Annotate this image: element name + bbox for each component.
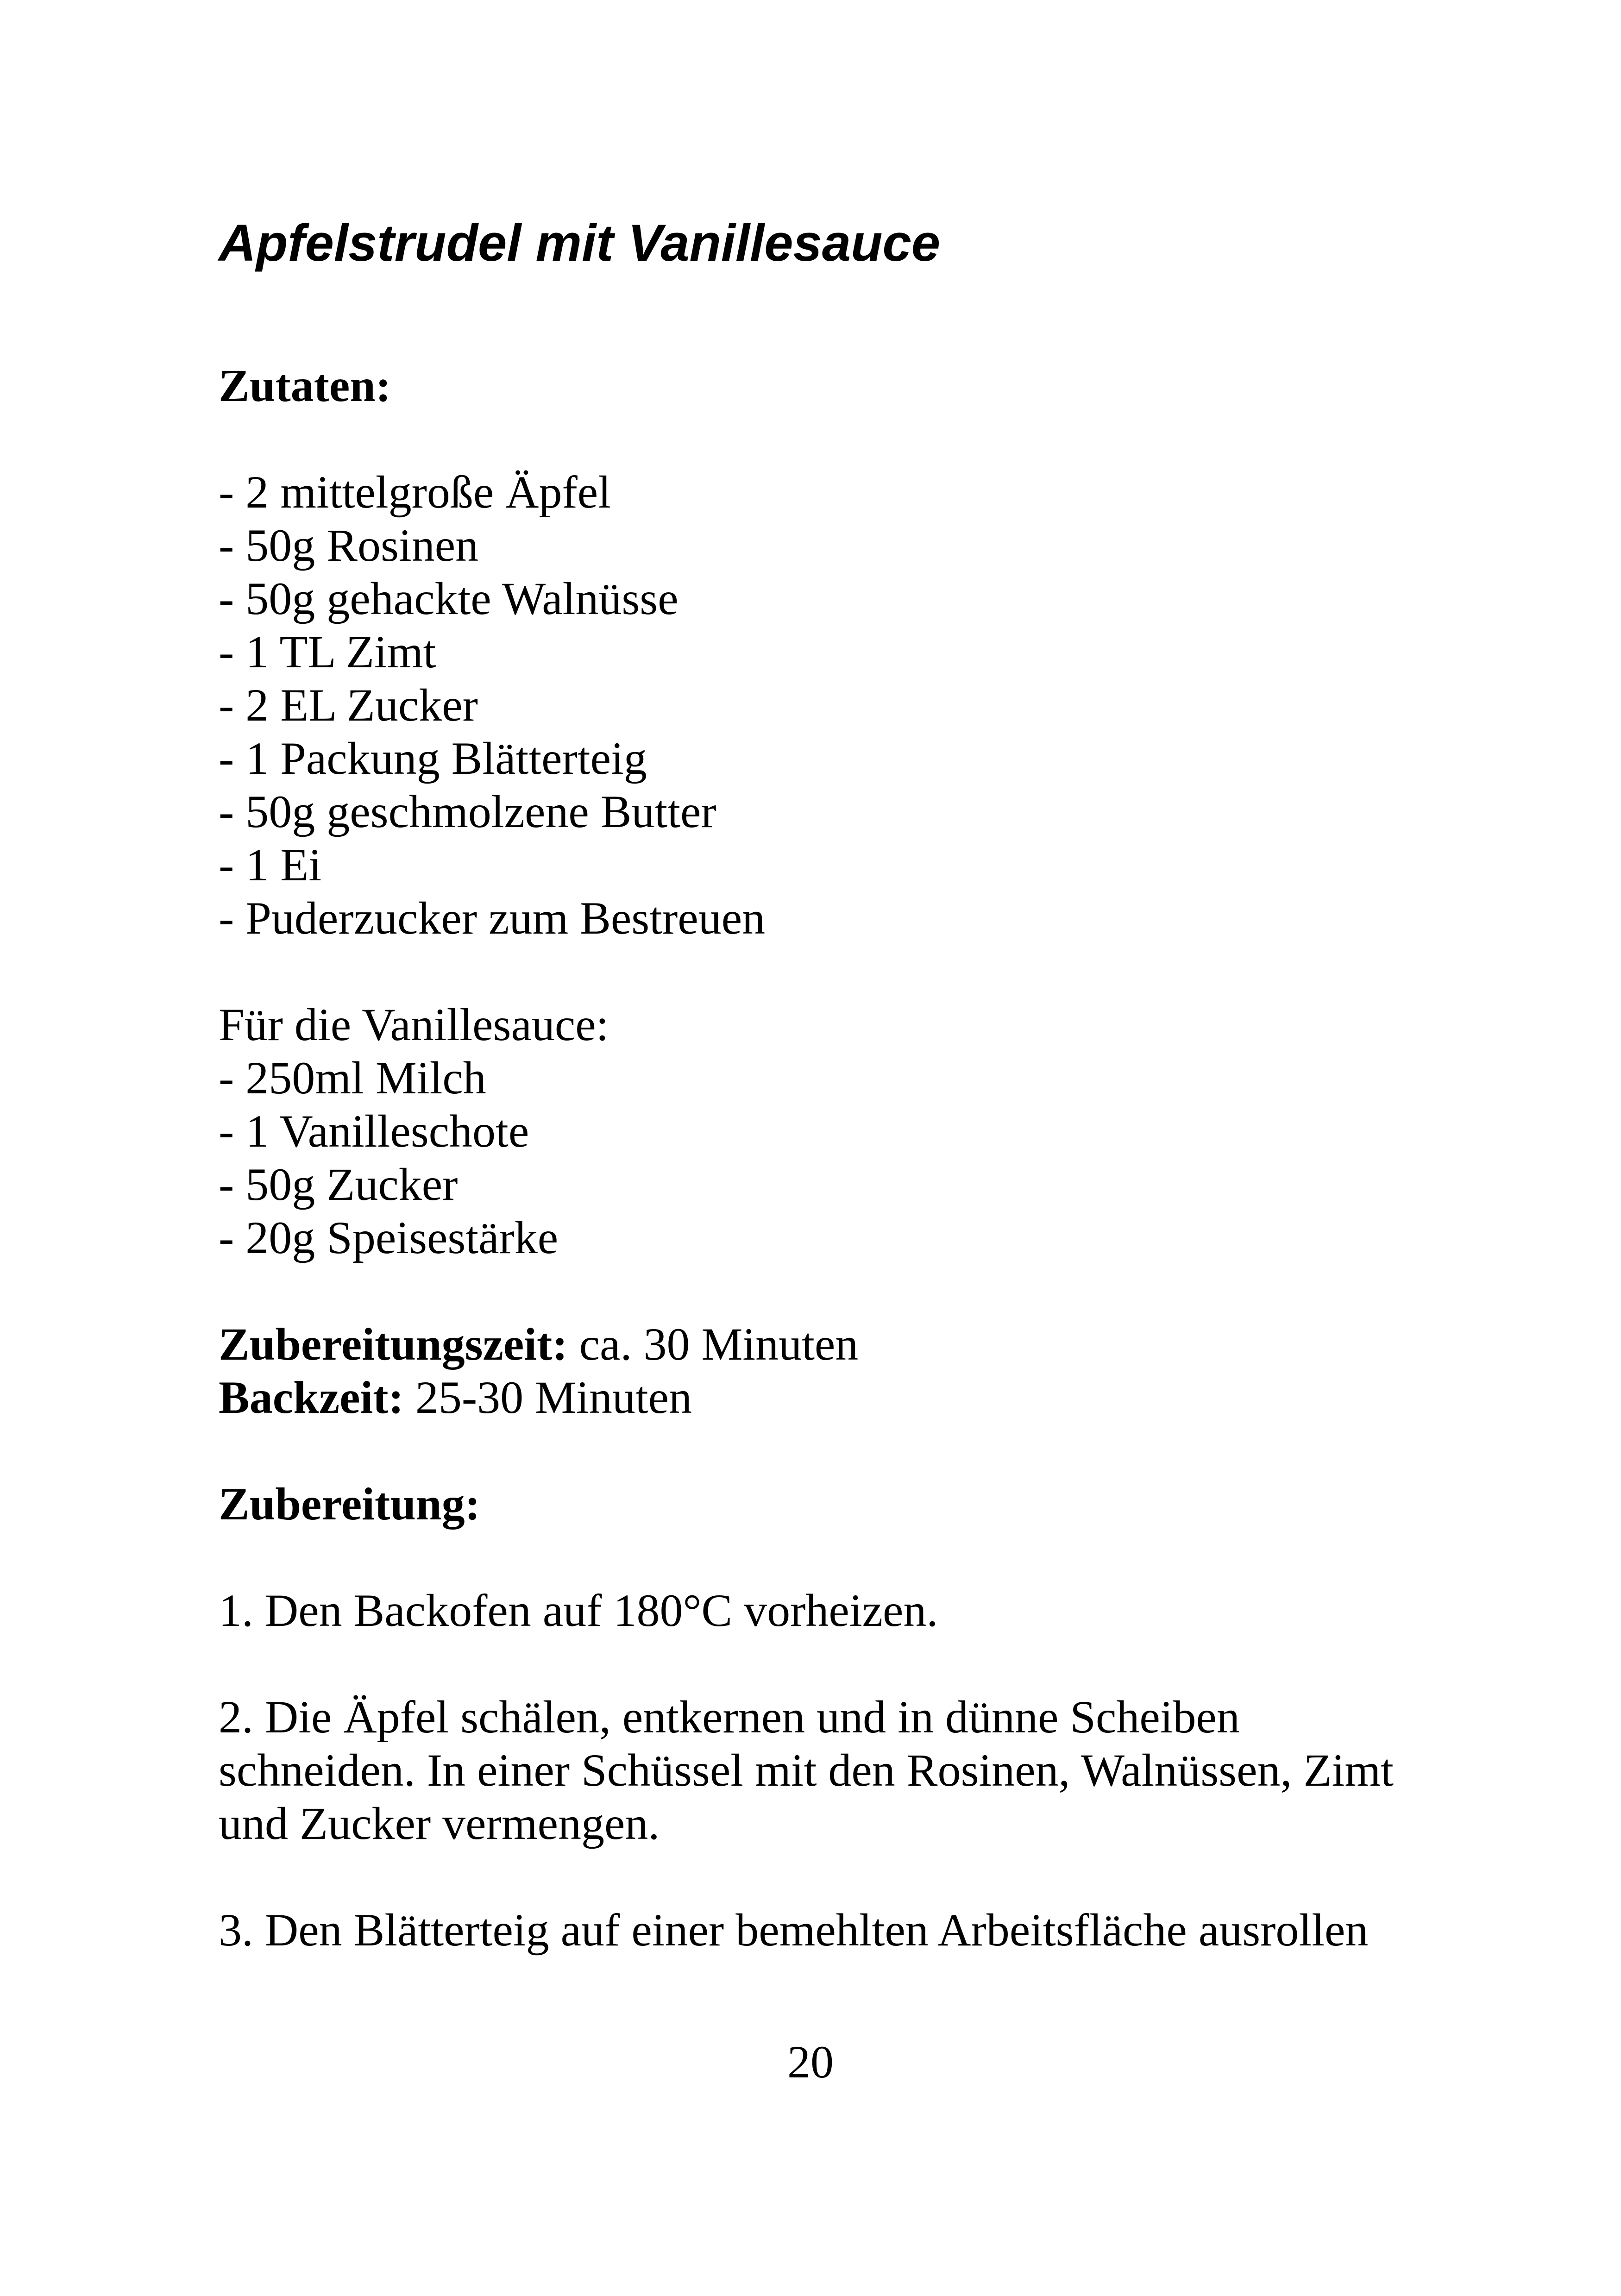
ingredients-list (219, 465, 1423, 945)
step-2-line: 2. Die Äpfel schälen, entkernen und in dünne Scheiben (219, 1691, 1240, 1743)
ingredient-item: - 1 TL Zimt (219, 626, 436, 678)
preparation-heading: Zubereitung: (219, 1478, 480, 1530)
recipe-title: Apfelstrudel mit Vanillesauce (219, 214, 941, 272)
step-2-line: schneiden. In einer Schüssel mit den Rosinen, Walnüssen, Zimt (219, 1744, 1394, 1796)
preparation-step-3: 3. Den Blätterteig auf einer bemehlten Arbeitsfläche ausrollen (219, 1904, 1369, 1956)
prep-time-line (219, 1317, 1423, 1371)
prep-time-label: Zubereitungszeit: (219, 1318, 568, 1370)
ingredient-item: - Puderzucker zum Bestreuen (219, 892, 766, 944)
sauce-heading: Für die Vanillesauce: (219, 999, 609, 1050)
ingredient-item: - 50g geschmolzene Butter (219, 786, 716, 837)
page-number: 20 (787, 2036, 834, 2088)
ingredient-item: - 1 Ei (219, 839, 322, 891)
sauce-ingredient-item: - 250ml Milch (219, 1052, 486, 1104)
preparation-step-2 (219, 1690, 1423, 1850)
ingredient-item: - 1 Packung Blätterteig (219, 733, 647, 784)
preparation-step-1: 1. Den Backofen auf 180°C vorheizen. (219, 1585, 938, 1636)
sauce-ingredient-item: - 1 Vanilleschote (219, 1105, 529, 1157)
bake-time-label: Backzeit: (219, 1372, 404, 1423)
sauce-ingredient-item: - 50g Zucker (219, 1159, 458, 1210)
step-2-line: und Zucker vermengen. (219, 1798, 660, 1849)
prep-time-value: ca. 30 Minuten (567, 1318, 859, 1370)
ingredient-item: - 50g Rosinen (219, 520, 479, 571)
recipe-content (219, 213, 1423, 1957)
sauce-ingredient-item: - 20g Speisestärke (219, 1212, 559, 1263)
bake-time-value: 25-30 Minuten (403, 1372, 692, 1423)
bake-time-line (219, 1371, 1423, 1424)
ingredient-item: - 2 mittelgroße Äpfel (219, 466, 611, 518)
ingredients-heading: Zutaten: (219, 360, 391, 411)
sauce-ingredients-list (219, 1051, 1423, 1264)
ingredient-item: - 50g gehackte Walnüsse (219, 573, 679, 624)
ingredient-item: - 2 EL Zucker (219, 679, 478, 731)
